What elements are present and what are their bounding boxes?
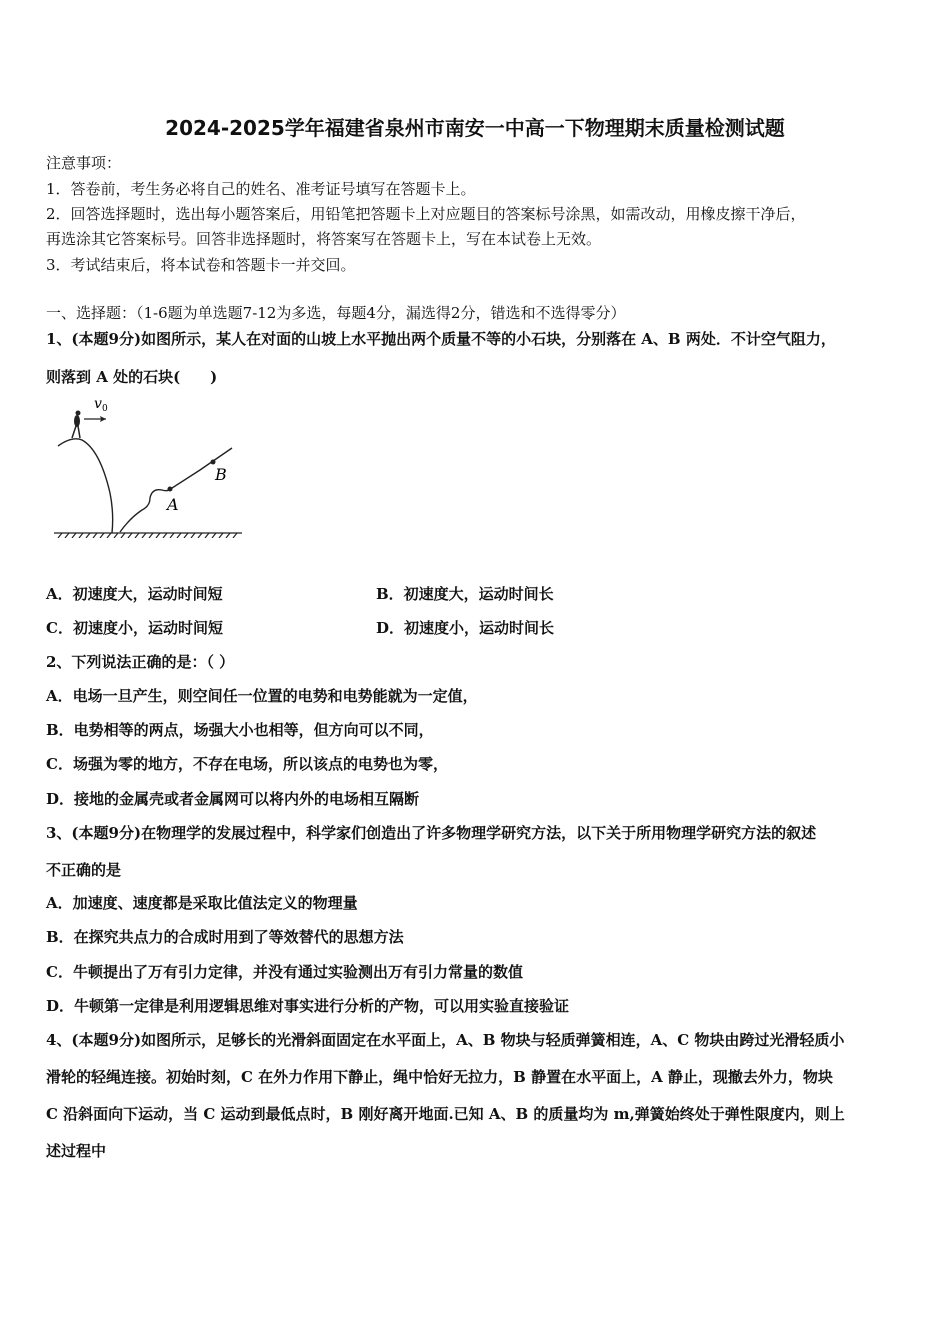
velocity-subscript: 0 (102, 404, 108, 414)
ground-hatch (54, 533, 242, 538)
page-title: 2024-2025学年福建省泉州市南安一中高一下物理期末质量检测试题 (165, 116, 785, 140)
q3-option-b: B．在探究共点力的合成时用到了等效替代的思想方法 (46, 928, 404, 946)
left-hill (58, 439, 113, 533)
thrower-figure (72, 411, 81, 439)
point-b-label: B (215, 465, 227, 484)
q4-stem-line2: 滑轮的轻绳连接。初始时刻，C 在外力作用下静止，绳中恰好无拉力，B 静置在水平面上，A 静止，现撤去外力，物块 (46, 1068, 833, 1086)
right-slope (120, 448, 232, 532)
q3-stem-line2: 不正确的是 (46, 861, 122, 879)
notice-item-1: 1．答卷前，考生务必将自己的姓名、准考证号填写在答题卡上。 (46, 180, 476, 198)
point-a-label: A (167, 495, 179, 514)
notice-item-3: 3．考试结束后，将本试卷和答题卡一并交回。 (46, 256, 356, 274)
point-b-marker (211, 460, 216, 465)
velocity-label: v (94, 396, 102, 412)
section-heading: 一、选择题：（1-6题为单选题7-12为多选，每题4分，漏选得2分，错选和不选得零分） (46, 304, 626, 322)
q1-stem-line1: 1、(本题9分)如图所示，某人在对面的山坡上水平抛出两个质量不等的小石块，分别落在 A、B 两处．不计空气阻力， (46, 330, 836, 348)
q2-option-d: D．接地的金属壳或者金属网可以将内外的电场相互隔断 (46, 790, 420, 808)
q3-option-d: D．牛顿第一定律是利用逻辑思维对事实进行分析的产物，可以用实验直接验证 (46, 997, 570, 1015)
q2-option-c: C．场强为零的地方，不存在电场，所以该点的电势也为零， (46, 755, 448, 773)
point-a-marker (168, 487, 173, 492)
q2-stem: 2、下列说法正确的是：（ ） (46, 653, 235, 671)
notice-heading: 注意事项： (46, 154, 122, 172)
q1-option-c: C．初速度小，运动时间短 (46, 619, 223, 637)
q1-option-b: B．初速度大，运动时间长 (376, 585, 554, 603)
q1-figure (50, 388, 250, 538)
q4-stem-line4: 述过程中 (46, 1142, 107, 1160)
q1-stem-line2: 则落到 A 处的石块( ) (46, 368, 218, 386)
notice-item-2-cont: 再选涂其它答案标号。回答非选择题时，将答案写在答题卡上，写在本试卷上无效。 (46, 230, 602, 248)
q2-option-a: A．电场一旦产生，则空间任一位置的电势和电势能就为一定值， (46, 687, 478, 705)
q4-stem-line3: C 沿斜面向下运动，当 C 运动到最低点时，B 刚好离开地面.已知 A、B 的质量均为 m,弹簧始终处于弹性限度内，则上 (46, 1105, 845, 1123)
q3-stem-line1: 3、(本题9分)在物理学的发展过程中，科学家们创造出了许多物理学研究方法，以下关于所用物理学研究方法的叙述 (46, 824, 817, 842)
q2-option-b: B．电势相等的两点，场强大小也相等，但方向可以不同， (46, 721, 434, 739)
q3-option-c: C．牛顿提出了万有引力定律，并没有通过实验测出万有引力常量的数值 (46, 963, 523, 981)
q1-option-d: D．初速度小，运动时间长 (376, 619, 555, 637)
q3-option-a: A．加速度、速度都是采取比值法定义的物理量 (46, 894, 358, 912)
q1-option-a: A．初速度大，运动时间短 (46, 585, 223, 603)
notice-item-2: 2．回答选择题时，选出每小题答案后，用铅笔把答题卡上对应题目的答案标号涂黑，如需改动，用橡皮擦干净后， (46, 205, 806, 223)
q4-stem-line1: 4、(本题9分)如图所示，足够长的光滑斜面固定在水平面上，A、B 物块与轻质弹簧相连，A、C 物块由跨过光滑轻质小 (46, 1031, 845, 1049)
